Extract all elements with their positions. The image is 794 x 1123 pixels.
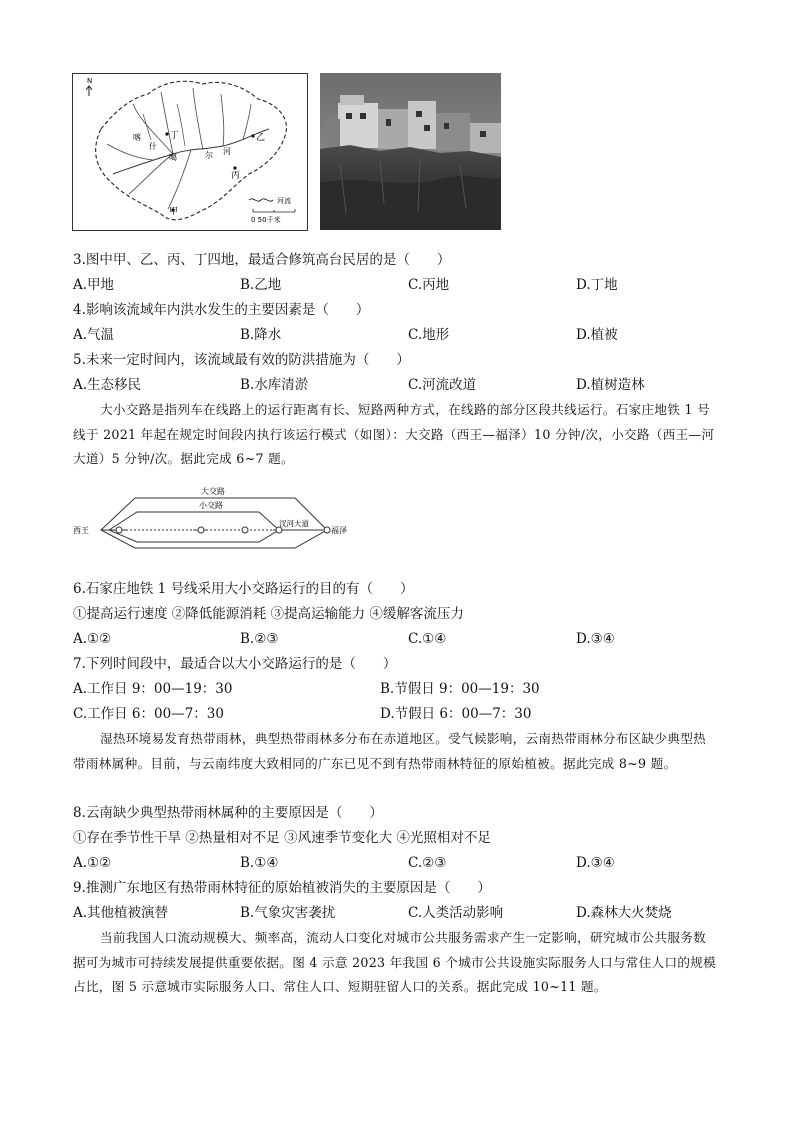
question-5-stem: 5.未来一定时间内，该流域最有效的防洪措施为（ ） xyxy=(73,352,410,368)
scale-label: 0 50千米 xyxy=(251,216,281,224)
q4-option-c[interactable]: C.地形 xyxy=(408,327,450,343)
q6-option-b[interactable]: B.②③ xyxy=(240,631,279,647)
point-bing xyxy=(233,166,236,169)
passage-rainforest: 湿热环境易发育热带雨林，典型热带雨林多分布在赤道地区。受气候影响，云南热带雨林分布区缺少典型热带雨林属种。目前，与云南纬度大致相同的广东已见不到有热带雨林特征的原始植被。据此完成 8~9 题。 xyxy=(73,731,707,771)
passage-metro-routes: 大小交路是指列车在线路上的运行距离有长、短路两种方式，在线路的部分区段共线运行。石家庄地铁 1 号线于 2021 年起在规定时间段内执行该运行模式（如图）：大交路（西王—福泽）10 分钟/次，小交路（西王—河大道）5 分钟/次。据此完成 6~7 题。 xyxy=(73,402,715,466)
map-drawing xyxy=(73,74,307,230)
river-basin-map xyxy=(72,73,308,231)
q9-option-a[interactable]: A.其他植被演替 xyxy=(73,905,169,921)
passage-urban-population: 当前我国人口流动规模大、频率高，流动人口变化对城市公共服务需求产生一定影响，研究城市公共服务数据可为城市可持续发展提供重要依据。图 4 示意 2023 年我国 6 个城市公共设施实际服务人口与常住人口的规模占比，图 5 示意城市实际服务人口、常住人口、短期驻留人口的关系。据此完成 10~11 题。 xyxy=(73,930,717,994)
label-jia: 甲 xyxy=(169,207,179,217)
label-bing: 丙 xyxy=(231,171,241,181)
question-9-stem: 9.推测广东地区有热带雨林特征的原始植被消失的主要原因是（ ） xyxy=(73,880,491,896)
river-char: 噶 xyxy=(169,153,177,162)
q9-option-d[interactable]: D.森林大火焚烧 xyxy=(576,905,672,921)
q4-option-a[interactable]: A.气温 xyxy=(73,327,115,343)
q6-statements: ①提高运行速度 ②降低能源消耗 ③提高运输能力 ④缓解客流压力 xyxy=(73,606,464,622)
question-8-stem: 8.云南缺少典型热带雨林属种的主要原因是（ ） xyxy=(73,805,383,821)
question-6-stem: 6.石家庄地铁 1 号线采用大小交路运行的目的有（ ） xyxy=(73,581,414,597)
q8-option-a[interactable]: A.①② xyxy=(73,855,112,871)
river-char: 河 xyxy=(223,147,231,156)
tributary xyxy=(243,104,251,140)
east-terminal-label: 福泽 xyxy=(331,526,347,535)
q5-option-d[interactable]: D.植树造林 xyxy=(576,377,645,393)
tributary xyxy=(143,114,151,140)
river-legend-icon xyxy=(249,199,273,201)
q4-option-b[interactable]: B.降水 xyxy=(240,327,282,343)
q8-option-b[interactable]: B.①④ xyxy=(240,855,279,871)
tributary xyxy=(193,88,203,150)
q8-option-d[interactable]: D.③④ xyxy=(576,855,615,871)
q5-option-c[interactable]: C.河流改道 xyxy=(408,377,477,393)
q8-option-c[interactable]: C.②③ xyxy=(408,855,447,871)
q6-option-a[interactable]: A.①② xyxy=(73,631,112,647)
tributary xyxy=(107,144,153,160)
q6-option-c[interactable]: C.①④ xyxy=(408,631,447,647)
tributary xyxy=(221,94,224,146)
q9-option-b[interactable]: B.气象灾害袭扰 xyxy=(240,905,336,921)
question-7-stem: 7.下列时间段中，最适合以大小交路运行的是（ ） xyxy=(73,656,397,672)
q3-option-b[interactable]: B.乙地 xyxy=(240,277,282,293)
scale-bar xyxy=(253,209,295,212)
station-fuze xyxy=(324,527,330,533)
north-arrow-icon xyxy=(86,86,92,96)
station-mid xyxy=(198,527,204,533)
point-yi xyxy=(251,134,254,137)
big-route-label: 大交路 xyxy=(201,487,225,496)
question-4-stem: 4.影响该流域年内洪水发生的主要因素是（ ） xyxy=(73,302,370,318)
legend-river-label: 河流 xyxy=(277,197,291,205)
small-route-loop xyxy=(109,512,279,542)
label-yi: 乙 xyxy=(256,133,266,143)
river-char: 喀 xyxy=(133,133,141,142)
q4-option-d[interactable]: D.植被 xyxy=(576,327,618,343)
q7-option-c[interactable]: C.工作日 6：00—7：30 xyxy=(73,706,224,722)
q6-option-d[interactable]: D.③④ xyxy=(576,631,615,647)
dwellings-photo xyxy=(320,73,501,230)
q7-option-b[interactable]: B.节假日 9：00—19：30 xyxy=(380,681,540,697)
q7-option-a[interactable]: A.工作日 9：00—19：30 xyxy=(73,681,233,697)
chahe-label: 汊河大道 xyxy=(279,519,309,528)
small-route-label: 小交路 xyxy=(199,501,223,510)
label-ding: 丁 xyxy=(170,131,180,141)
north-label: N xyxy=(87,77,93,85)
station-xiwang xyxy=(116,527,122,533)
q9-option-c[interactable]: C.人类活动影响 xyxy=(408,905,504,921)
tributary xyxy=(161,92,173,154)
west-terminal-label: 西王 xyxy=(73,526,89,535)
q8-statements: ①存在季节性干旱 ②热量相对不足 ③风速季节变化大 ④光照相对不足 xyxy=(73,830,491,846)
q7-option-d[interactable]: D.节假日 6：00—7：30 xyxy=(380,706,532,722)
q5-option-b[interactable]: B.水库清淤 xyxy=(240,377,309,393)
q3-option-d[interactable]: D.丁地 xyxy=(576,277,618,293)
river-char: 什 xyxy=(149,142,157,151)
point-ding xyxy=(165,132,168,135)
q3-option-c[interactable]: C.丙地 xyxy=(408,277,450,293)
q3-option-a[interactable]: A.甲地 xyxy=(73,277,115,293)
river-char: 尔 xyxy=(205,151,213,160)
q5-option-a[interactable]: A.生态移民 xyxy=(73,377,142,393)
metro-route-diagram xyxy=(73,482,347,552)
question-3-stem: 3.图中甲、乙、丙、丁四地，最适合修筑高台民居的是（ ） xyxy=(73,252,451,268)
station-mid2 xyxy=(242,527,248,533)
